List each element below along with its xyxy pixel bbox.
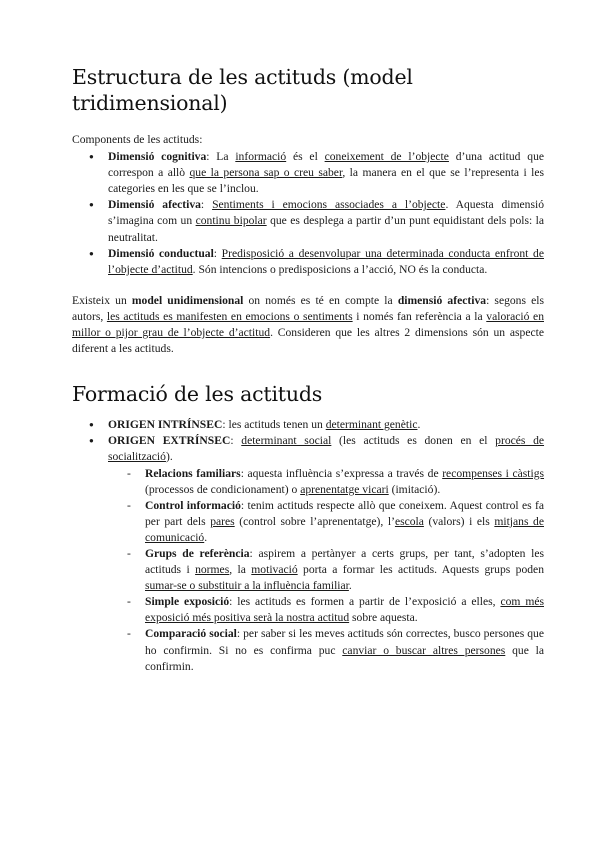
origins-list — [72, 417, 544, 675]
sublist-item-simple-exposicio: - Simple exposició: les actituds es formen a partir de l’exposició a elles, com més exposició més positiva serà la nostra actitud sobre aquesta. — [145, 594, 544, 626]
model-unidimensional-paragraph: Existeix un model unidimensional on només es té en compte la dimensió afectiva: segons els autors, les actituds es manifesten en emocions o sentiments i només fan referència a la valoració en millor o pijor grau de l’objecte d’actitud. Consideren que les altres 2 dimensions són un aspecte diferent a les actituds. — [72, 293, 545, 356]
sublist-item-control-informacio: - Control informació: tenim actituds respecte allò que coneixem. Aquest control es fa per part dels pares (control sobre l’aprenentatge), l’escola (valors) i els mitjans de comunicació. — [145, 498, 544, 546]
list-item-origen-extrinsec: ● ORIGEN EXTRÍNSEC: determinant social (les actituds es donen en el procés de socialització). - Relacions familiars: aquesta influència s’expressa a través de recompenses i càstigs (processos de condicionament) o aprenentatge vicari (imitació). - Control informació: tenim actituds respecte allò que coneixem. Aquest control es fa per part dels pares (control sobre l’aprenentatge), l’escola (valors) i els mitjans de comunicació. - Grups de referència: aspirem a pertànyer a certs grups, per tant, s’adopten les actituds i normes, la motivació porta a formar les actituds. Aquests grups poden sumar-se o substituir a la influència familiar. - Simple exposició: les actituds es formen a partir de l’exposició a elles, com més exposició més positiva serà la nostra actitud sobre aquesta. - Comparació social: per saber si les meves actituds són correctes, busco persones que ho confirmin. Si no es confirma puc canviar o buscar altres persones que la confirmin. — [108, 433, 544, 674]
section-title-formacio: Formació de les actituds — [72, 382, 323, 407]
components-intro: Components de les actituds: — [72, 133, 203, 146]
document-page — [72, 64, 544, 675]
extrinsec-sublist — [108, 466, 544, 675]
sublist-item-relacions-familiars: - Relacions familiars: aquesta influència s’expressa a través de recompenses i càstigs (processos de condicionament) o aprenentatge vicari (imitació). — [145, 466, 544, 498]
list-item-dimensio-cognitiva: ● Dimensió cognitiva: La informació és el coneixement de l’objecte d’una actitud que correspon a allò que la persona sap o creu saber, la manera en el que se l’representa i les categories en les que se l’inclou. — [108, 149, 544, 197]
section-title-estructura: Estructura de les actituds (model tridimensional) — [72, 65, 413, 115]
components-list — [72, 149, 544, 278]
list-item-dimensio-conductual: ● Dimensió conductual: Predisposició a desenvolupar una determinada conducta enfront de l’objecte d’actitud. Són intencions o predisposicions a l’acció, NO és la conducta. — [108, 246, 544, 278]
list-item-origen-intrinsec: ● ORIGEN INTRÍNSEC: les actituds tenen un determinant genètic. — [108, 417, 544, 433]
sublist-item-comparacio-social: - Comparació social: per saber si les meves actituds són correctes, busco persones que ho confirmin. Si no es confirma puc canviar o buscar altres persones que la confirmin. — [145, 626, 544, 674]
list-item-dimensio-afectiva: ● Dimensió afectiva: Sentiments i emocions associades a l’objecte. Aquesta dimensió s’imagina com un continu bipolar que es desplega a partir d’un punt equidistant dels pols: la neutralitat. — [108, 197, 544, 245]
sublist-item-grups-referencia: - Grups de referència: aspirem a pertànyer a certs grups, per tant, s’adopten les actituds i normes, la motivació porta a formar les actituds. Aquests grups poden sumar-se o substituir a la influència familiar. — [145, 546, 544, 594]
